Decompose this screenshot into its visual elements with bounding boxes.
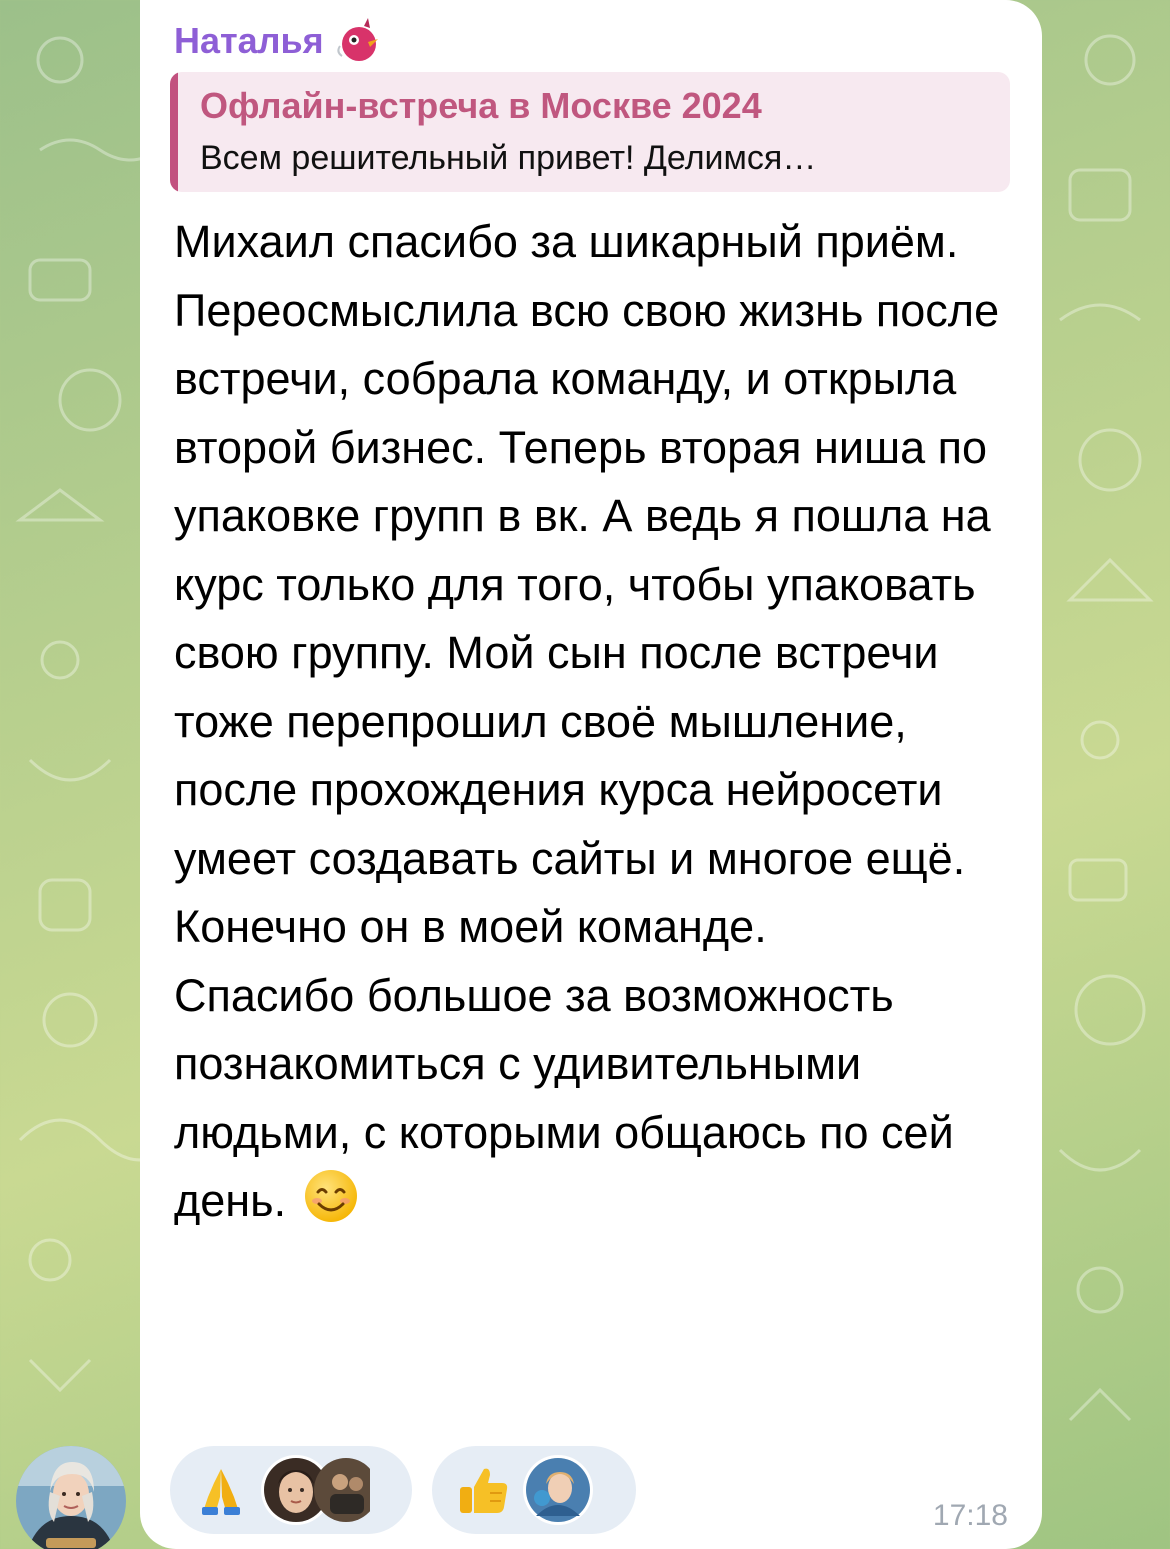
message-paragraph bbox=[174, 962, 1024, 1236]
message-text bbox=[174, 208, 1024, 1236]
message-paragraph-text: Спасибо большое за возможность познакомиться с удивительными людьми, с которыми общаюсь по сей день. bbox=[174, 969, 954, 1226]
reactions-bar bbox=[170, 1446, 636, 1534]
reply-preview-text: Всем решительный привет! Делимся… bbox=[200, 139, 817, 177]
message-timestamp: 17:18 bbox=[932, 1499, 1008, 1532]
reaction-thumbs-up[interactable] bbox=[432, 1446, 636, 1534]
avatar-group bbox=[310, 1454, 370, 1526]
sender-name[interactable]: Наталья bbox=[174, 20, 324, 61]
reaction-folded-hands[interactable] bbox=[170, 1446, 412, 1534]
folded-hands-icon bbox=[194, 1463, 248, 1517]
reply-accent-bar bbox=[170, 72, 178, 192]
bird-emoji-status-icon[interactable] bbox=[334, 16, 384, 66]
sender-avatar-image bbox=[16, 1446, 126, 1549]
sender-header bbox=[174, 16, 384, 66]
message-paragraph: Переосмыслила всю свою жизнь после встречи, собрала команду, и открыла второй бизнес. Теперь вторая ниша по упаковке групп в вк. А ведь я пошла на курс только для того, чтобы упаковать свою группу. Мой сын после встречи тоже перепрошил своё мышление, после прохождения курса нейросети умеет создавать сайты и многое ещё. Конечно он в моей команде. bbox=[174, 284, 1000, 952]
reaction-avatars bbox=[522, 1454, 594, 1526]
message-paragraph: Михаил спасибо за шикарный приём. bbox=[174, 216, 959, 267]
avatar-woman-blonde bbox=[522, 1454, 594, 1526]
reply-title: Офлайн-встреча в Москве 2024 bbox=[200, 85, 762, 126]
avatar-natalya[interactable] bbox=[16, 1446, 126, 1549]
reply-quote[interactable] bbox=[170, 72, 1010, 192]
smiling-face-icon bbox=[303, 1168, 359, 1224]
reaction-avatars bbox=[260, 1454, 370, 1526]
thumbs-up-icon bbox=[456, 1463, 510, 1517]
message-bubble[interactable] bbox=[140, 0, 1042, 1549]
